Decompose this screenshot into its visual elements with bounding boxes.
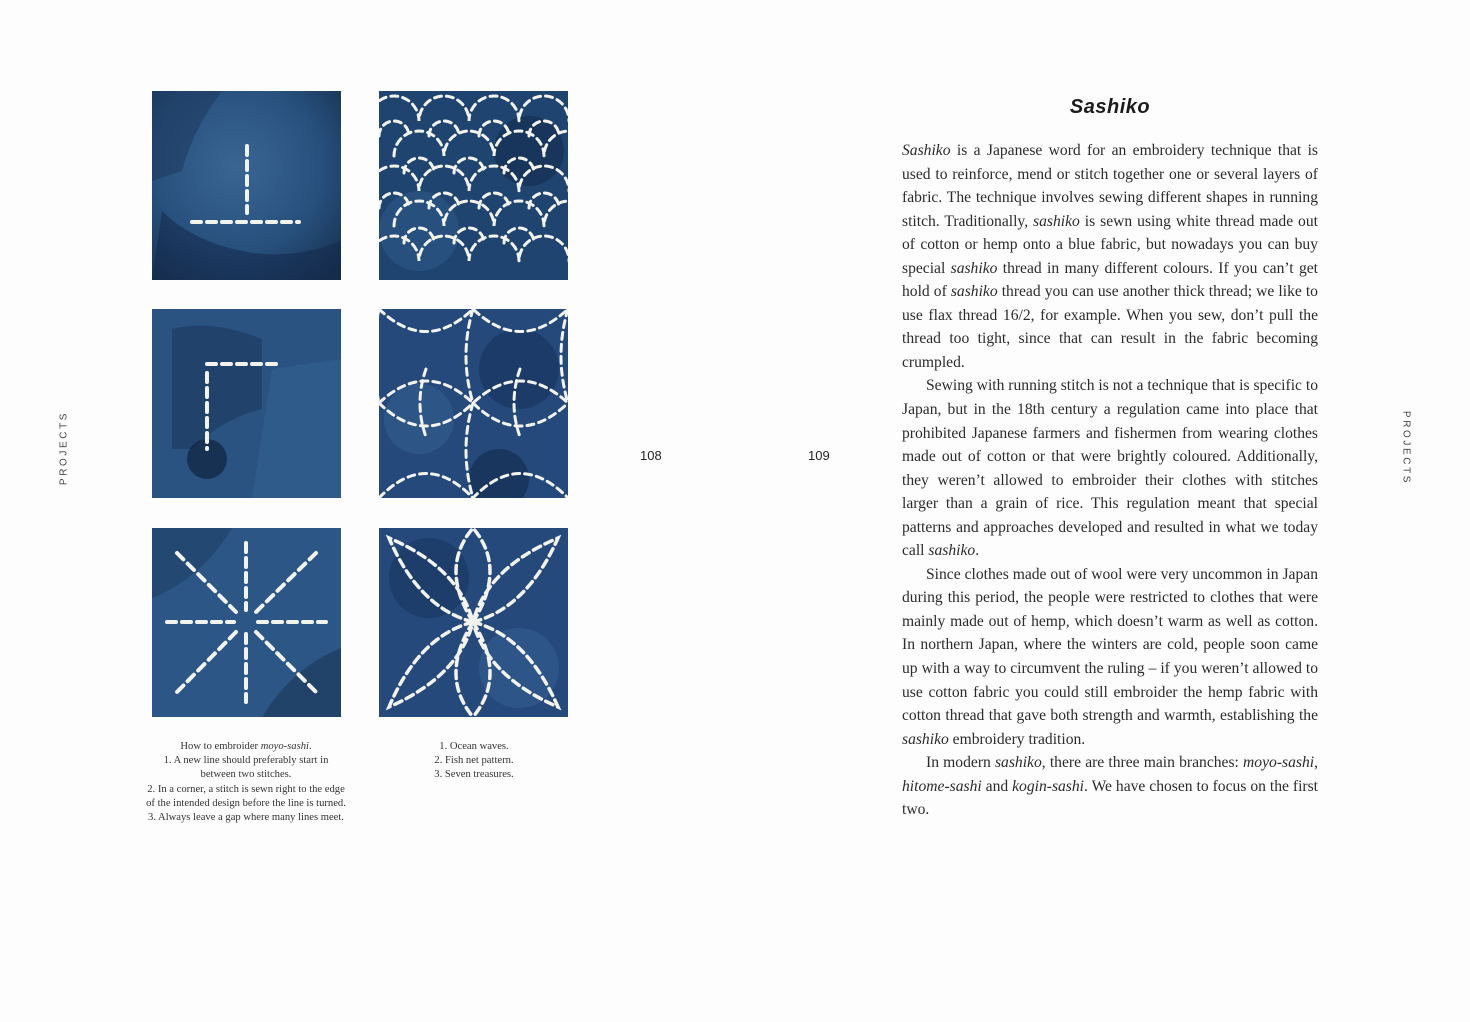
italic-term: sashiko [994,754,1042,772]
italic-term: hitome-sashi [902,777,982,795]
seven-treasures-tile [379,528,568,717]
caption-intro-suffix: . [308,741,312,752]
text-run: thread in many different colours. If you can’t get hold of [902,259,1318,301]
italic-term: sashiko [902,730,949,748]
caption-step-1: 1. A new line should preferably start in between two stitches. [163,755,329,781]
article-paragraph-4 [902,751,1318,822]
italic-term: sashiko [1033,212,1080,230]
fish-net-tile [379,309,568,498]
article-title: Sashiko [1069,96,1151,118]
caption-moyo-sashi [146,740,346,825]
text-run: , there are three main branches: [1041,754,1244,772]
article-paragraph-2 [902,374,1318,562]
running-head-right-text: PROJECTS [1400,410,1412,486]
text-run: , [1314,754,1318,772]
caption-step-2: 2. In a corner, a stitch is sewn right to the edge of the intended design before the line is turned. [146,783,346,809]
text-run: Sewing with running stitch is not a technique that is specific to Japan, but in the 18th century a regulation came into place that prohibited Japanese farmers and fishermen from wearing clothes made out of cotton or that were brightly coloured. Additionally, they weren’t allowed to embroider their clothes with stitches larger than a grain of rice. This regulation meant that special patterns and approaches developed and resulted in what we today call [902,377,1318,560]
corner-l-stitch-illustration [152,91,341,280]
text-run: is sewn using white thread made out of cotton or hemp onto a blue fabric, but nowadays you can buy special [902,212,1318,277]
caption-pattern-2: 2. Fish net pattern. [434,755,514,767]
text-run: . [975,542,980,560]
italic-term: sashiko [950,283,998,301]
caption-pattern-1: 1. Ocean waves. [439,741,509,752]
italic-term: moyo-sashi [1243,754,1315,772]
caption-intro-term: moyo-sashi [260,741,309,752]
italic-term: Sashiko [902,142,951,159]
italic-term: sashiko [928,542,976,560]
text-run: In modern [926,754,995,772]
text-run: . We have chosen to focus on the first two. [902,777,1318,819]
ocean-waves-tile [379,91,568,280]
running-head-left-text: PROJECTS [58,410,70,486]
star-lines-illustration [152,528,341,717]
caption-patterns [374,740,574,783]
fish-net-illustration [379,309,568,498]
text-run: Since clothes made out of wool were very uncommon in Japan during this period, the people were restricted to clothes that were mainly made out of hemp, which doesn’t warm as well as cotton. In northern Japan, where the winters are cold, people soon came up with a way to circumvent the ruling – if you weren’t allowed to use cotton fabric you could still embroider the hemp fabric with cotton thread that gave both strength and warmth, establishing the [902,565,1318,725]
article-paragraph-1 [902,139,1318,374]
caption-pattern-3: 3. Seven treasures. [434,769,514,781]
caption-intro-prefix: How to embroider [180,741,261,752]
italic-term: sashiko [950,259,998,277]
text-run: is a Japanese word for an embroidery technique that is used to reinforce, mend or stitch together one or several layers of fabric. The technique involves sewing different shapes in running stitch. Traditionally, [902,142,1318,230]
square-corner-illustration [152,309,341,498]
ocean-waves-illustration [379,91,568,280]
page-number-right: 109 [808,448,830,463]
corner-l-stitch-tile [152,91,341,280]
text-run: embroidery tradition. [948,730,1086,748]
italic-term: kogin-sashi [1012,777,1085,795]
article-paragraph-3 [902,563,1318,751]
star-lines-tile [152,528,341,717]
article-body [902,139,1318,822]
caption-intro [146,740,346,754]
square-corner-tile [152,309,341,498]
seven-treasures-illustration [379,528,568,717]
text-run: and [981,777,1013,795]
text-run: thread you can use another thick thread; we like to use flax thread 16/2, for example. When you sew, don’t pull the thread too tight, since that can result in the fabric becoming crumpled. [902,283,1318,371]
caption-step-3: 3. Always leave a gap where many lines meet. [148,812,344,824]
page-number-left: 108 [640,448,662,463]
